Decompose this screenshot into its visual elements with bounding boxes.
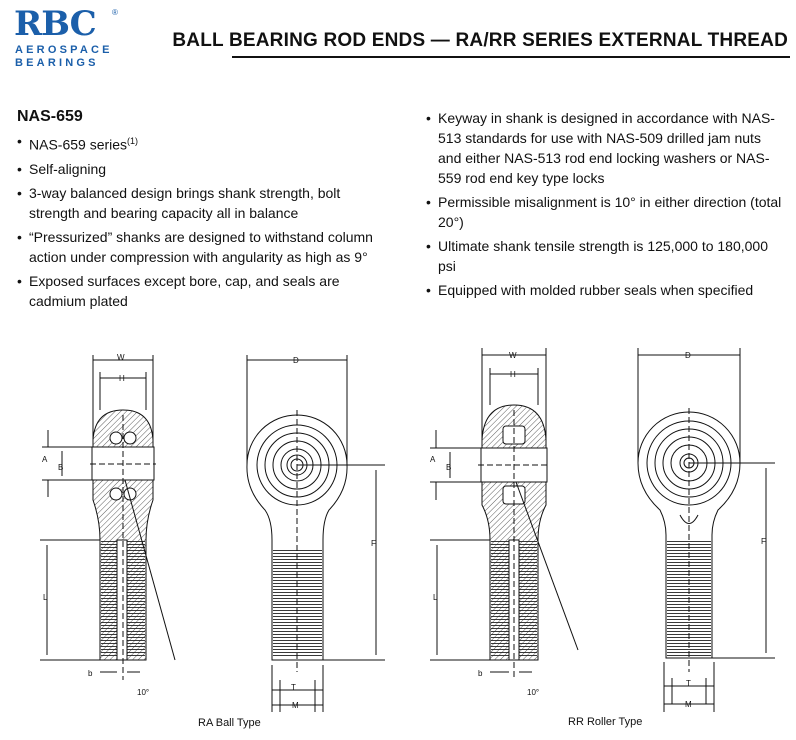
- caption-rr-roller-type: RR Roller Type: [568, 716, 643, 728]
- section-subtitle: NAS-659: [17, 108, 83, 125]
- ra-section-view: [40, 355, 175, 680]
- feature-item: • “Pressurized” shanks are designed to withstand column action under compression with angularity as high as 9°: [17, 227, 392, 267]
- feature-item: • 3-way balanced design brings shank strength, bolt strength and bearing capacity all in balance: [17, 183, 392, 223]
- logo-line-aerospace: AEROSPACE: [15, 44, 113, 56]
- dim-label-b-keyway: b: [88, 669, 93, 678]
- feature-item: • Keyway in shank is designed in accordance with NAS-513 standards for use with NAS-509 drilled jam nuts and either NAS-513 rod end locking washers or NAS-559 rod end key type locks: [426, 108, 786, 188]
- dim-label-l: L: [433, 593, 438, 602]
- rr-front-view: [638, 348, 775, 712]
- dim-label-b-bore: B: [58, 463, 64, 472]
- dim-label-w: W: [509, 351, 517, 360]
- ra-front-view: [247, 355, 385, 712]
- dim-label-f: F: [371, 539, 376, 548]
- dim-label-h: H: [119, 374, 125, 383]
- dim-label-d: D: [685, 351, 691, 360]
- logo-mark: RBC: [14, 4, 96, 44]
- feature-item: • Ultimate shank tensile strength is 125,000 to 180,000 psi: [426, 236, 786, 276]
- dim-label-b-bore: B: [446, 463, 452, 472]
- feature-item: • Exposed surfaces except bore, cap, and seals are cadmium plated: [17, 271, 392, 311]
- feature-item: • NAS-659 series$^{(1)}$: [17, 131, 392, 155]
- dim-label-b-keyway: b: [478, 669, 483, 678]
- dim-label-m: M: [292, 701, 299, 710]
- dim-label-t: T: [686, 679, 691, 688]
- feature-item: • Equipped with molded rubber seals when specified: [426, 280, 786, 300]
- page-title: BALL BEARING ROD ENDS — RA/RR SERIES EXTERNAL THREAD: [172, 30, 788, 51]
- feature-item: • Self-aligning: [17, 159, 392, 179]
- dim-label-w: W: [117, 353, 125, 362]
- dim-label-a: A: [430, 455, 436, 464]
- dim-label-l: L: [43, 593, 48, 602]
- dim-label-a: A: [42, 455, 48, 464]
- dim-label-d: D: [293, 356, 299, 365]
- logo-registered-mark: ®: [112, 8, 118, 17]
- caption-ra-ball-type: RA Ball Type: [198, 717, 261, 729]
- dim-label-h: H: [510, 370, 516, 379]
- logo-line-bearings: BEARINGS: [15, 57, 99, 69]
- rr-section-view: [430, 348, 578, 680]
- feature-item: • Permissible misalignment is 10° in either direction (total 20°): [426, 192, 786, 232]
- dim-label-t: T: [291, 683, 296, 692]
- dim-label-angle: 10°: [527, 688, 540, 697]
- dim-label-angle: 10°: [137, 688, 150, 697]
- dim-label-m: M: [685, 700, 692, 709]
- dim-label-f: F: [761, 537, 766, 546]
